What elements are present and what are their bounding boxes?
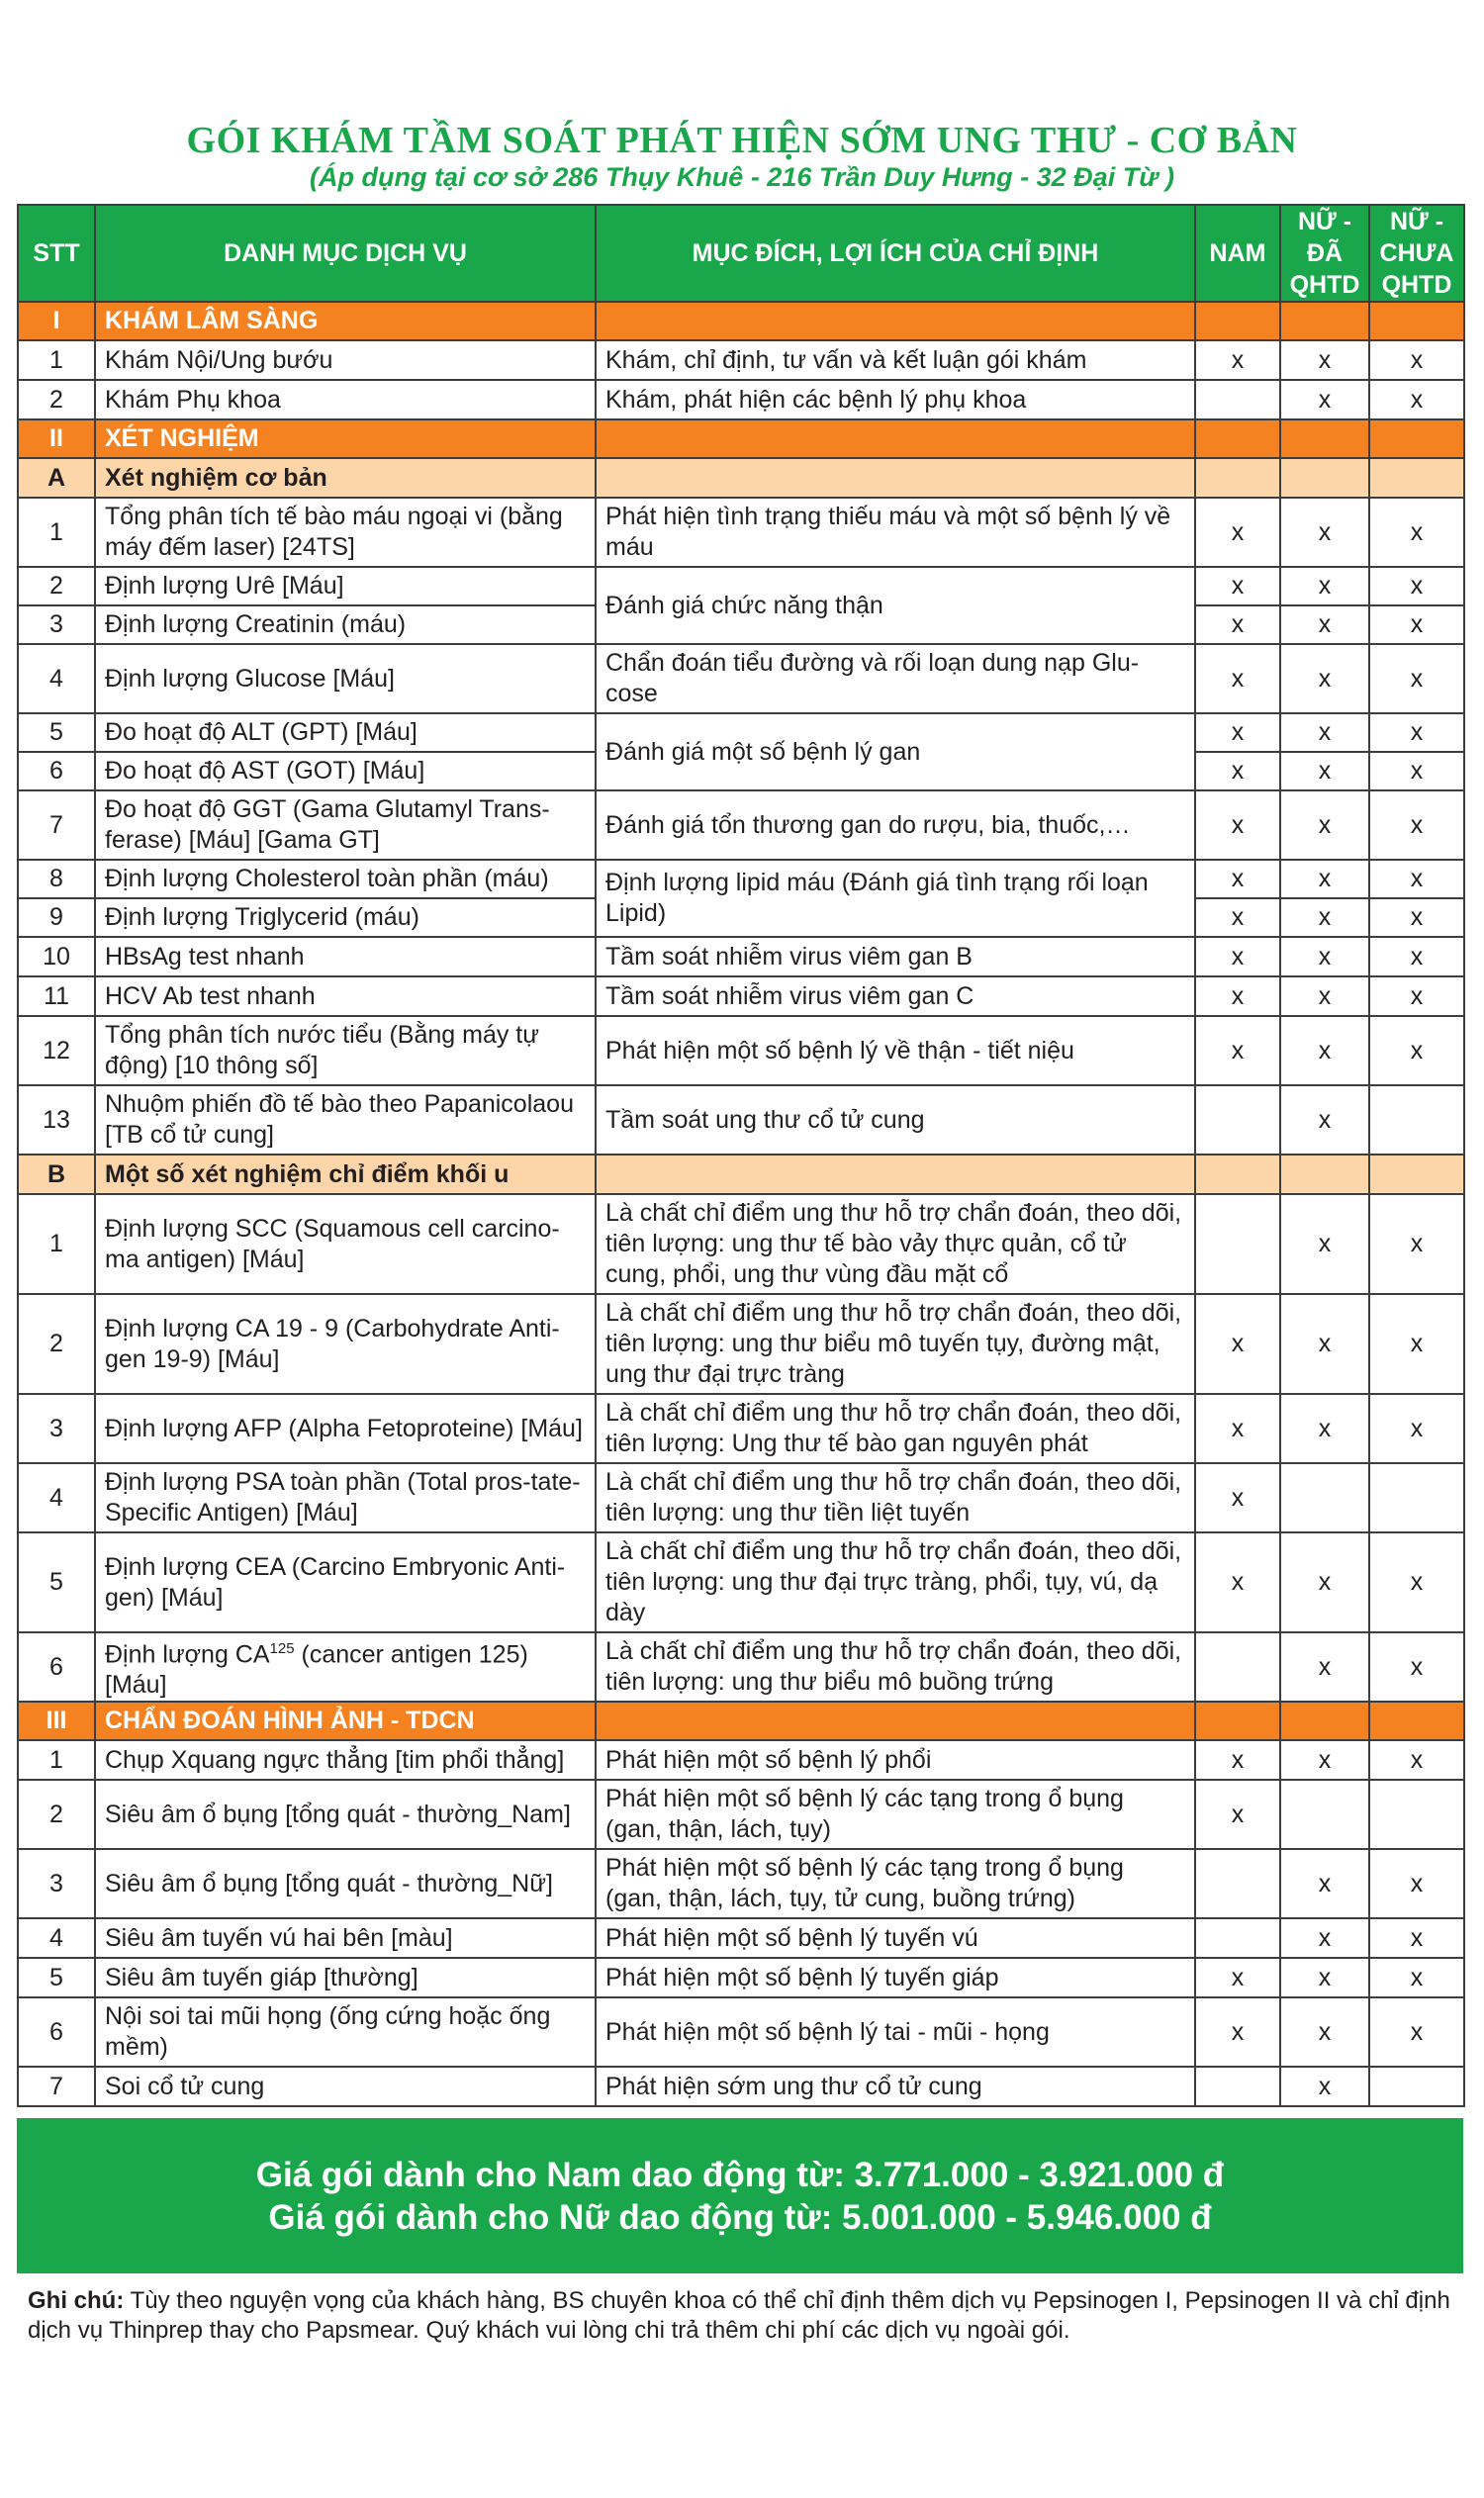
row-nu-chua: x (1369, 1532, 1464, 1632)
row-service: HBsAg test nhanh (95, 937, 596, 976)
footnote (28, 2286, 1462, 2346)
row-nu-chua: x (1369, 752, 1464, 790)
row-nam (1195, 1632, 1280, 1702)
superscript: 125 (269, 1640, 295, 1657)
row-nu-chua (1369, 2067, 1464, 2106)
row-nu-chua: x (1369, 498, 1464, 567)
section-num: III (18, 1702, 95, 1740)
row-purpose: Phát hiện một số bệnh lý phổi (596, 1740, 1195, 1780)
row-nu-chua: x (1369, 713, 1464, 752)
row-nu-da (1280, 1780, 1369, 1849)
row-service: Siêu âm ổ bụng [tổng quát - thường_Nam] (95, 1780, 596, 1849)
row-service: Định lượng Creatinin (máu) (95, 605, 596, 644)
row-purpose: Khám, chỉ định, tư vấn và kết luận gói khám (596, 340, 1195, 380)
row-service: Tổng phân tích nước tiểu (Bằng máy tự động) [10 thông số] (95, 1016, 596, 1085)
row-stt: 5 (18, 713, 95, 752)
row-nu-chua (1369, 1463, 1464, 1532)
row-nu-chua: x (1369, 605, 1464, 644)
row-nam: x (1195, 340, 1280, 380)
row-nu-da: x (1280, 976, 1369, 1016)
row-purpose: Là chất chỉ điểm ung thư hỗ trợ chẩn đoán, theo dõi, tiên lượng: ung thư biểu mô buồng trứng (596, 1632, 1195, 1702)
row-nam: x (1195, 976, 1280, 1016)
row-nam (1195, 1085, 1280, 1155)
row-nam: x (1195, 1958, 1280, 1997)
row-nam: x (1195, 1394, 1280, 1463)
row-stt: 4 (18, 1918, 95, 1958)
row-nu-da: x (1280, 2067, 1369, 2106)
row-nu-chua: x (1369, 1997, 1464, 2067)
row-stt: 4 (18, 1463, 95, 1532)
row-stt: 4 (18, 644, 95, 713)
row-purpose: Là chất chỉ điểm ung thư hỗ trợ chẩn đoán, theo dõi, tiên lượng: ung thư tiền liệt tuyến (596, 1463, 1195, 1532)
row-service: Khám Phụ khoa (95, 380, 596, 419)
row-nam (1195, 380, 1280, 419)
row-purpose: Tầm soát ung thư cổ tử cung (596, 1085, 1195, 1155)
row-purpose: Phát hiện một số bệnh lý tuyến vú (596, 1918, 1195, 1958)
row-stt: 2 (18, 567, 95, 605)
row-nu-chua: x (1369, 1632, 1464, 1702)
table-row (18, 1958, 1464, 1997)
page-title: GÓI KHÁM TẦM SOÁT PHÁT HIỆN SỚM UNG THƯ - CƠ BẢN (186, 120, 1298, 161)
row-nu-chua: x (1369, 976, 1464, 1016)
row-stt: 12 (18, 1016, 95, 1085)
row-nu-da: x (1280, 1918, 1369, 1958)
row-purpose: Phát hiện sớm ung thư cổ tử cung (596, 2067, 1195, 2106)
row-service: Định lượng AFP (Alpha Fetoproteine) [Máu] (95, 1394, 596, 1463)
row-nu-da: x (1280, 898, 1369, 937)
table-row (18, 1632, 1464, 1702)
row-service: Siêu âm ổ bụng [tổng quát - thường_Nữ] (95, 1849, 596, 1918)
row-stt: 7 (18, 790, 95, 860)
row-nam: x (1195, 605, 1280, 644)
header-nu-da: NỮ - ĐÃ QHTD (1280, 205, 1369, 302)
row-stt: 5 (18, 1958, 95, 1997)
row-nu-da: x (1280, 605, 1369, 644)
row-nu-da: x (1280, 567, 1369, 605)
row-nu-da: x (1280, 1740, 1369, 1780)
row-purpose: Phát hiện một số bệnh lý tai - mũi - họng (596, 1997, 1195, 2067)
row-purpose: Phát hiện một số bệnh lý các tạng trong ổ bụng (gan, thận, lách, tụy) (596, 1780, 1195, 1849)
row-stt: 1 (18, 498, 95, 567)
row-nu-da: x (1280, 1294, 1369, 1394)
row-nu-da: x (1280, 1394, 1369, 1463)
row-service: Định lượng PSA toàn phần (Total pros-tate-Specific Antigen) [Máu] (95, 1463, 596, 1532)
row-nu-chua: x (1369, 937, 1464, 976)
table-row (18, 1997, 1464, 2067)
row-stt: 1 (18, 1194, 95, 1294)
row-nu-chua: x (1369, 898, 1464, 937)
row-purpose: Phát hiện một số bệnh lý về thận - tiết niệu (596, 1016, 1195, 1085)
row-service: Đo hoạt độ ALT (GPT) [Máu] (95, 713, 596, 752)
row-service: Định lượng CEA (Carcino Embryonic Anti-gen) [Máu] (95, 1532, 596, 1632)
subsection-row (18, 1155, 1464, 1194)
subsection-row (18, 458, 1464, 498)
row-nu-chua: x (1369, 1740, 1464, 1780)
row-stt: 2 (18, 1294, 95, 1394)
row-nam: x (1195, 498, 1280, 567)
row-service: Định lượng SCC (Squamous cell carcino-ma antigen) [Máu] (95, 1194, 596, 1294)
table-row (18, 644, 1464, 713)
table-row (18, 1740, 1464, 1780)
page-subtitle: (Áp dụng tại cơ sở 286 Thụy Khuê - 216 Trần Duy Hưng - 32 Đại Từ ) (310, 162, 1174, 192)
row-nam (1195, 1849, 1280, 1918)
row-nu-da: x (1280, 1085, 1369, 1155)
row-nu-da: x (1280, 1849, 1369, 1918)
row-nam: x (1195, 1294, 1280, 1394)
row-nam: x (1195, 898, 1280, 937)
row-nam: x (1195, 752, 1280, 790)
row-nu-chua: x (1369, 380, 1464, 419)
row-service: Nội soi tai mũi họng (ống cứng hoặc ống mềm) (95, 1997, 596, 2067)
note-label: Ghi chú: (28, 2287, 125, 2314)
price-nu: Giá gói dành cho Nữ dao động từ: 5.001.000 - 5.946.000 đ (268, 2198, 1212, 2237)
section-name: Một số xét nghiệm chỉ điểm khối u (95, 1155, 596, 1194)
row-service: Đo hoạt độ AST (GOT) [Máu] (95, 752, 596, 790)
table-row (18, 1780, 1464, 1849)
row-service (95, 1632, 596, 1702)
row-nu-da: x (1280, 1016, 1369, 1085)
row-nu-da: x (1280, 752, 1369, 790)
row-purpose: Đánh giá chức năng thận (596, 567, 1195, 644)
table-row (18, 340, 1464, 380)
service-text: (cancer antigen 125) [Máu] (105, 1640, 528, 1700)
table-row (18, 1918, 1464, 1958)
header-purpose: MỤC ĐÍCH, LỢI ÍCH CỦA CHỈ ĐỊNH (596, 205, 1195, 302)
row-stt: 6 (18, 752, 95, 790)
row-purpose: Phát hiện một số bệnh lý tuyến giáp (596, 1958, 1195, 1997)
row-service: Soi cổ tử cung (95, 2067, 596, 2106)
section-name: KHÁM LÂM SÀNG (95, 302, 596, 340)
row-stt: 3 (18, 1849, 95, 1918)
row-purpose: Là chất chỉ điểm ung thư hỗ trợ chẩn đoán, theo dõi, tiên lượng: ung thư tế bào vảy thực quản, cổ tử cung, phổi, ung thư vùng đầu mặt cổ (596, 1194, 1195, 1294)
table-row (18, 976, 1464, 1016)
row-nam (1195, 1918, 1280, 1958)
row-nam (1195, 2067, 1280, 2106)
table-row (18, 1394, 1464, 1463)
row-nu-da: x (1280, 644, 1369, 713)
price-box (17, 2118, 1463, 2273)
row-nu-chua: x (1369, 1016, 1464, 1085)
row-service: Chụp Xquang ngực thẳng [tim phổi thẳng] (95, 1740, 596, 1780)
row-service: HCV Ab test nhanh (95, 976, 596, 1016)
row-nu-chua: x (1369, 1849, 1464, 1918)
row-nam: x (1195, 860, 1280, 898)
row-nam: x (1195, 937, 1280, 976)
row-stt: 6 (18, 1632, 95, 1702)
row-purpose: Là chất chỉ điểm ung thư hỗ trợ chẩn đoán, theo dõi, tiên lượng: ung thư biểu mô tuyến tụy, đường mật, ung thư đại trực tràng (596, 1294, 1195, 1394)
service-text: Định lượng CA (105, 1640, 270, 1669)
section-num: B (18, 1155, 95, 1194)
row-purpose: Phát hiện tình trạng thiếu máu và một số bệnh lý về máu (596, 498, 1195, 567)
row-nu-da: x (1280, 1532, 1369, 1632)
row-nu-da: x (1280, 713, 1369, 752)
table-row (18, 1016, 1464, 1085)
row-stt: 1 (18, 1740, 95, 1780)
row-service: Định lượng Cholesterol toàn phần (máu) (95, 860, 596, 898)
service-table (17, 204, 1465, 2107)
row-nu-chua: x (1369, 1394, 1464, 1463)
table-row (18, 1085, 1464, 1155)
row-purpose: Tầm soát nhiễm virus viêm gan B (596, 937, 1195, 976)
row-service: Định lượng Triglycerid (máu) (95, 898, 596, 937)
price-nam: Giá gói dành cho Nam dao động từ: 3.771.000 - 3.921.000 đ (255, 2156, 1225, 2194)
row-nu-chua: x (1369, 1918, 1464, 1958)
row-nu-chua: x (1369, 860, 1464, 898)
row-purpose: Đánh giá tổn thương gan do rượu, bia, thuốc,… (596, 790, 1195, 860)
table-row (18, 1294, 1464, 1394)
row-nu-da: x (1280, 1997, 1369, 2067)
section-num: II (18, 419, 95, 458)
table-row (18, 2067, 1464, 2106)
row-stt: 9 (18, 898, 95, 937)
section-name: XÉT NGHIỆM (95, 419, 596, 458)
row-service: Siêu âm tuyến giáp [thường] (95, 1958, 596, 1997)
row-stt: 3 (18, 1394, 95, 1463)
row-nu-da (1280, 1463, 1369, 1532)
row-stt: 1 (18, 340, 95, 380)
row-purpose: Đánh giá một số bệnh lý gan (596, 713, 1195, 790)
row-nam: x (1195, 644, 1280, 713)
row-nu-chua: x (1369, 790, 1464, 860)
row-service: Định lượng Urê [Máu] (95, 567, 596, 605)
row-nu-da: x (1280, 790, 1369, 860)
section-name: Xét nghiệm cơ bản (95, 458, 596, 498)
row-purpose: Khám, phát hiện các bệnh lý phụ khoa (596, 380, 1195, 419)
row-stt: 13 (18, 1085, 95, 1155)
header-service: DANH MỤC DỊCH VỤ (95, 205, 596, 302)
table-row (18, 567, 1464, 605)
row-nu-da: x (1280, 1632, 1369, 1702)
header-nam: NAM (1195, 205, 1280, 302)
row-nu-chua: x (1369, 1958, 1464, 1997)
section-row (18, 419, 1464, 458)
row-nam: x (1195, 1532, 1280, 1632)
table-header-row (18, 205, 1464, 302)
row-stt: 11 (18, 976, 95, 1016)
note-text: Tùy theo nguyện vọng của khách hàng, BS chuyên khoa có thể chỉ định thêm dịch vụ Pepsinogen I, Pepsinogen II và chỉ định dịch vụ Thinprep thay cho Papsmear. Quý khách vui lòng chi trả thêm chi phí các dịch vụ ngoài gói. (28, 2287, 1450, 2344)
row-stt: 2 (18, 1780, 95, 1849)
header-nu-chua: NỮ - CHƯA QHTD (1369, 205, 1464, 302)
row-service: Nhuộm phiến đồ tế bào theo Papanicolaou [TB cổ tử cung] (95, 1085, 596, 1155)
row-purpose: Là chất chỉ điểm ung thư hỗ trợ chẩn đoán, theo dõi, tiên lượng: Ung thư tế bào gan nguyên phát (596, 1394, 1195, 1463)
row-service: Siêu âm tuyến vú hai bên [màu] (95, 1918, 596, 1958)
row-service: Đo hoạt độ GGT (Gama Glutamyl Trans-ferase) [Máu] [Gama GT] (95, 790, 596, 860)
row-stt: 6 (18, 1997, 95, 2067)
row-nu-da: x (1280, 380, 1369, 419)
row-nam: x (1195, 1740, 1280, 1780)
row-stt: 7 (18, 2067, 95, 2106)
table-row (18, 937, 1464, 976)
row-nam: x (1195, 567, 1280, 605)
row-nu-da: x (1280, 1194, 1369, 1294)
table-row (18, 498, 1464, 567)
row-service: Định lượng Glucose [Máu] (95, 644, 596, 713)
table-row (18, 790, 1464, 860)
row-purpose: Tầm soát nhiễm virus viêm gan C (596, 976, 1195, 1016)
row-nu-da: x (1280, 340, 1369, 380)
section-row (18, 1702, 1464, 1740)
row-nam: x (1195, 713, 1280, 752)
row-nu-chua (1369, 1085, 1464, 1155)
row-purpose: Phát hiện một số bệnh lý các tạng trong ổ bụng (gan, thận, lách, tụy, tử cung, buồng trứng) (596, 1849, 1195, 1918)
row-nam: x (1195, 1463, 1280, 1532)
row-service: Định lượng CA 19 - 9 (Carbohydrate Anti-gen 19-9) [Máu] (95, 1294, 596, 1394)
row-stt: 2 (18, 380, 95, 419)
table-row (18, 713, 1464, 752)
row-purpose: Chẩn đoán tiểu đường và rối loạn dung nạp Glu-cose (596, 644, 1195, 713)
row-service: Tổng phân tích tế bào máu ngoại vi (bằng máy đếm laser) [24TS] (95, 498, 596, 567)
row-service: Khám Nội/Ung bướu (95, 340, 596, 380)
row-nu-da: x (1280, 937, 1369, 976)
row-nam (1195, 1194, 1280, 1294)
row-stt: 3 (18, 605, 95, 644)
table-row (18, 860, 1464, 898)
row-purpose: Là chất chỉ điểm ung thư hỗ trợ chẩn đoán, theo dõi, tiên lượng: ung thư đại trực tràng, phổi, tụy, vú, dạ dày (596, 1532, 1195, 1632)
row-nu-chua: x (1369, 567, 1464, 605)
row-nu-chua: x (1369, 1294, 1464, 1394)
table-row (18, 1849, 1464, 1918)
row-nu-chua: x (1369, 340, 1464, 380)
table-row (18, 1463, 1464, 1532)
row-nu-da: x (1280, 860, 1369, 898)
section-num: I (18, 302, 95, 340)
row-purpose: Định lượng lipid máu (Đánh giá tình trạng rối loạn Lipid) (596, 860, 1195, 937)
row-nam: x (1195, 1997, 1280, 2067)
table-row (18, 1194, 1464, 1294)
row-stt: 8 (18, 860, 95, 898)
row-stt: 10 (18, 937, 95, 976)
row-nam: x (1195, 790, 1280, 860)
row-nu-chua: x (1369, 644, 1464, 713)
table-row (18, 1532, 1464, 1632)
row-nu-da: x (1280, 1958, 1369, 1997)
section-name: CHẨN ĐOÁN HÌNH ẢNH - TDCN (95, 1702, 596, 1740)
row-nu-da: x (1280, 498, 1369, 567)
section-num: A (18, 458, 95, 498)
row-nu-chua: x (1369, 1194, 1464, 1294)
row-nam: x (1195, 1780, 1280, 1849)
section-row (18, 302, 1464, 340)
row-nu-chua (1369, 1780, 1464, 1849)
table-row (18, 380, 1464, 419)
row-nam: x (1195, 1016, 1280, 1085)
header-stt: STT (18, 205, 95, 302)
row-stt: 5 (18, 1532, 95, 1632)
